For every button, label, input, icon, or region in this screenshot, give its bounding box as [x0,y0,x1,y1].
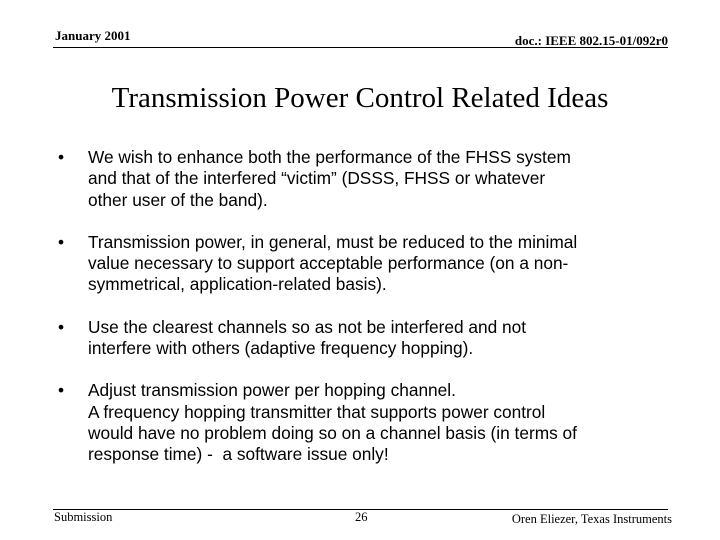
bullet-line: value necessary to support acceptable performance (on a non- [88,253,569,274]
bullet-item [58,317,668,360]
bullet-line: and that of the interfered “victim” (DSSS, FHSS or whatever [88,168,546,189]
bullet-marker: • [58,316,65,337]
bullet-list [58,147,668,487]
header-date: January 2001 [55,28,131,43]
bullet-line: other user of the band). [88,189,268,210]
bullet-line: Transmission power, in general, must be reduced to the minimal [88,231,578,252]
footer-submission: Submission [54,510,113,524]
footer-page-number: 26 [355,510,368,524]
bullet-item [58,232,668,296]
bullet-marker: • [58,380,65,401]
bullet-line: We wish to enhance both the performance of the FHSS system [88,147,571,167]
bullet-line: interfere with others (adaptive frequency hopping). [88,338,474,359]
bullet-line: would have no problem doing so on a channel basis (in terms of [88,422,577,443]
header-divider [53,47,668,48]
bullet-marker: • [58,147,65,167]
footer-author: Oren Eliezer, Texas Instruments [511,512,672,526]
bullet-line: Adjust transmission power per hopping channel. [88,380,456,401]
bullet-item [58,147,668,211]
bullet-marker: • [58,231,65,252]
header-doc-id: doc.: IEEE 802.15-01/092r0 [514,33,668,48]
bullet-line: Use the clearest channels so as not be interfered and not [88,316,527,337]
slide-title: Transmission Power Control Related Ideas [111,82,609,114]
bullet-line: symmetrical, application-related basis). [88,274,387,295]
bullet-line: response time) - a software issue only! [88,444,389,465]
bullet-line: A frequency hopping transmitter that supports power control [88,401,546,422]
bullet-item [58,380,668,465]
